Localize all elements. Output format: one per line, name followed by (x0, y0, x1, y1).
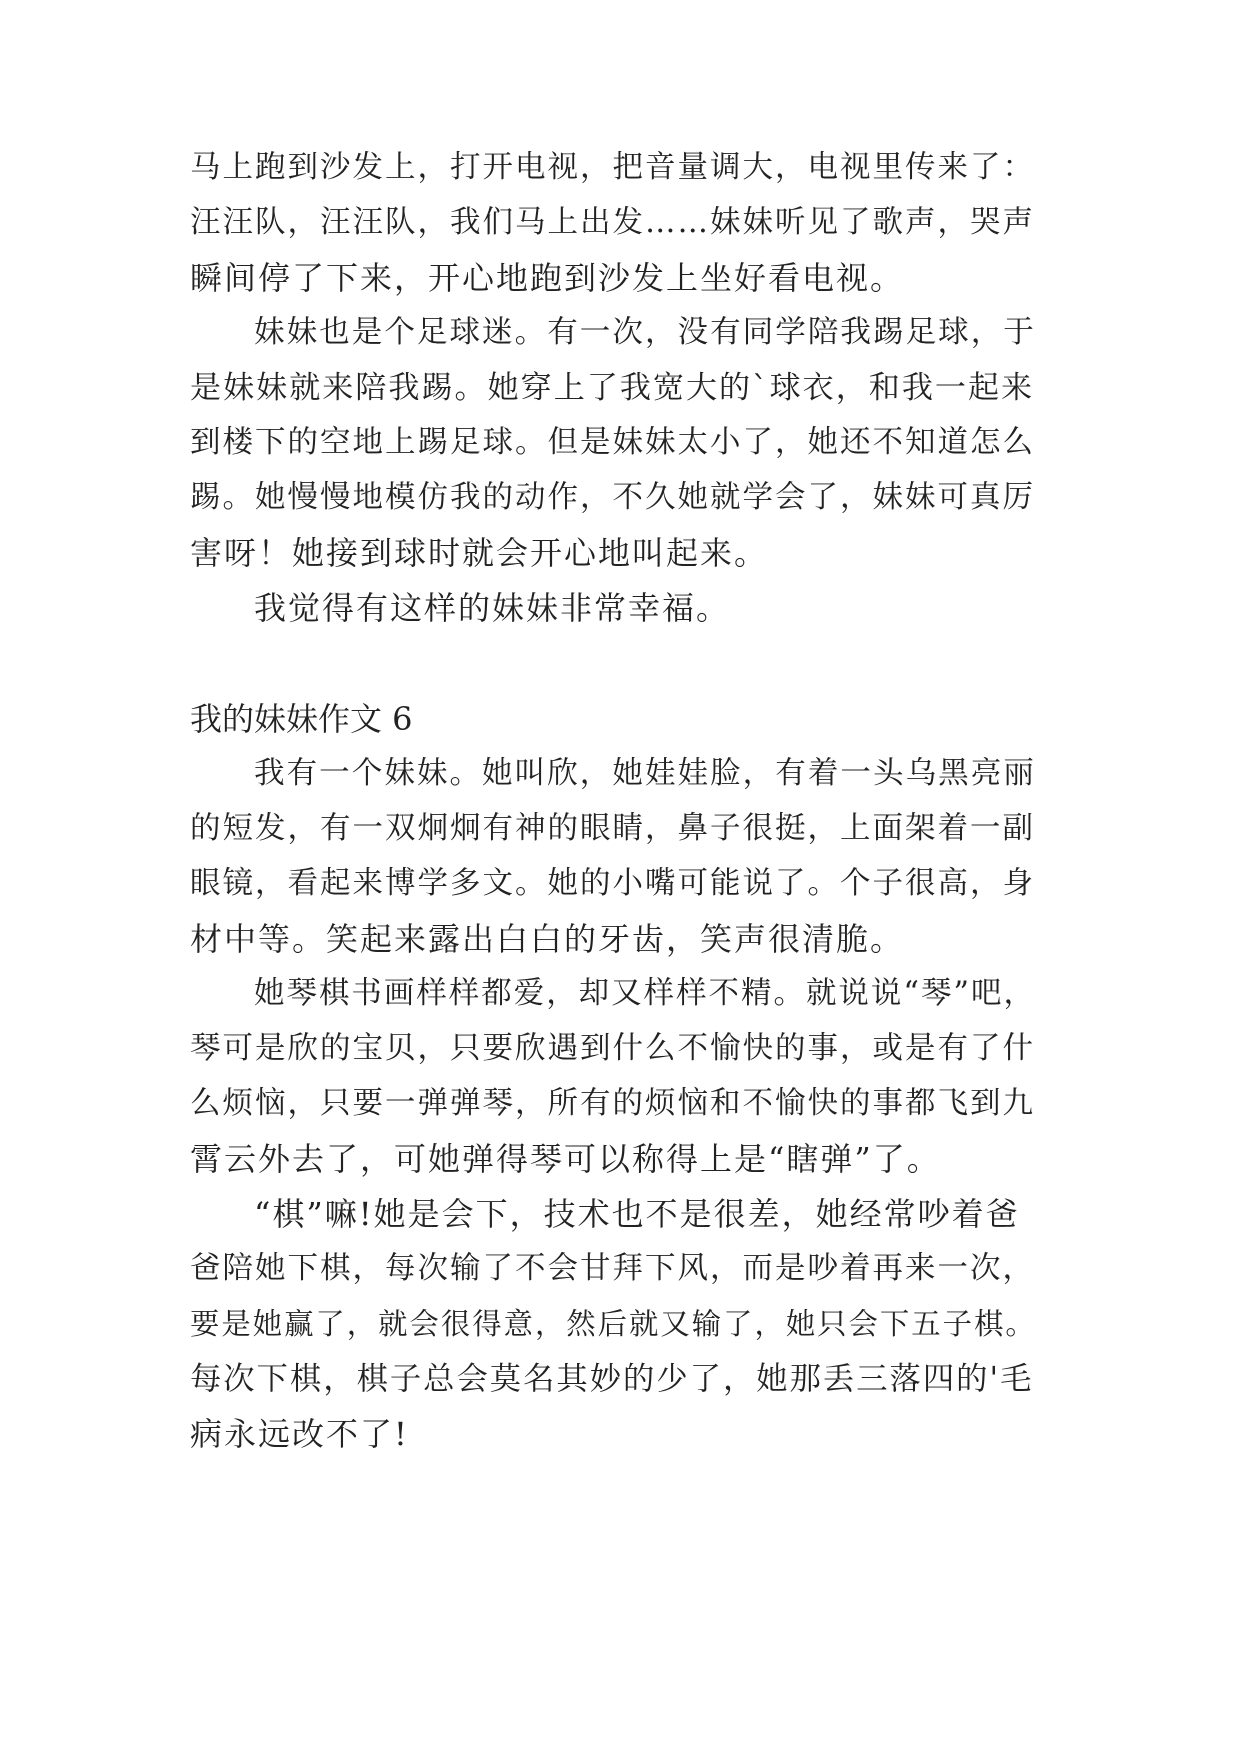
paragraph-line: 每次下棋，棋子总会莫名其妙的少了，她那丢三落四的'毛 (190, 1361, 1034, 1397)
paragraph-line: 我觉得有这样的妹妹非常幸福。 (254, 589, 731, 627)
paragraph-line: 我有一个妹妹。她叫欣，她娃娃脸，有着一头乌黑亮丽 (254, 756, 1036, 791)
paragraph-line: 汪汪队，汪汪队，我们马上出发……妹妹听见了歌声，哭声 (190, 205, 1035, 240)
paragraph-line: 爸陪她下棋，每次输了不会甘拜下风，而是吵着再来一次， (190, 1251, 1035, 1286)
paragraph-line: 么烦恼，只要一弹弹琴，所有的烦恼和不愉快的事都飞到九 (190, 1086, 1035, 1121)
paragraph-line: 材中等。笑起来露出白白的牙齿，笑声很清脆。 (190, 920, 905, 958)
paragraph-line: 要是她赢了，就会很得意，然后就又输了，她只会下五子棋。 (190, 1307, 1037, 1341)
paragraph-line: 到楼下的空地上踢足球。但是妹妹太小了，她还不知道怎么 (190, 425, 1035, 460)
paragraph-line: 妹妹也是个足球迷。有一次，没有同学陪我踢足球，于 (254, 315, 1036, 350)
paragraph-line: 琴可是欣的宝贝，只要欣遇到什么不愉快的事，或是有了什 (190, 1031, 1035, 1066)
paragraph-line: “棋”嘛!她是会下，技术也不是很差，她经常吵着爸 (254, 1195, 1020, 1233)
paragraph-line: 病永远改不了! (190, 1415, 409, 1453)
paragraph-line: 眼镜，看起来博学多文。她的小嘴可能说了。个子很高，身 (190, 866, 1035, 901)
paragraph-line: 害呀！她接到球时就会开心地叫起来。 (190, 534, 769, 572)
paragraph-line: 瞬间停了下来，开心地跑到沙发上坐好看电视。 (190, 259, 905, 297)
paragraph-line: 她琴棋书画样样都爱，却又样样不精。就说说“琴”吧， (254, 976, 1036, 1011)
paragraph-line: 的短发，有一双炯炯有神的眼睛，鼻子很挺，上面架着一副 (190, 811, 1035, 846)
paragraph-line: 是妹妹就来陪我踢。她穿上了我宽大的`球衣，和我一起来 (190, 370, 1035, 406)
paragraph-line: 踢。她慢慢地模仿我的动作，不久她就学会了，妹妹可真厉 (190, 480, 1035, 515)
paragraph-line: 马上跑到沙发上，打开电视，把音量调大，电视里传来了： (190, 150, 1035, 185)
section-title: 我的妹妹作文 6 (190, 700, 413, 738)
paragraph-line: 霄云外去了，可她弹得琴可以称得上是“瞎弹”了。 (190, 1140, 941, 1178)
